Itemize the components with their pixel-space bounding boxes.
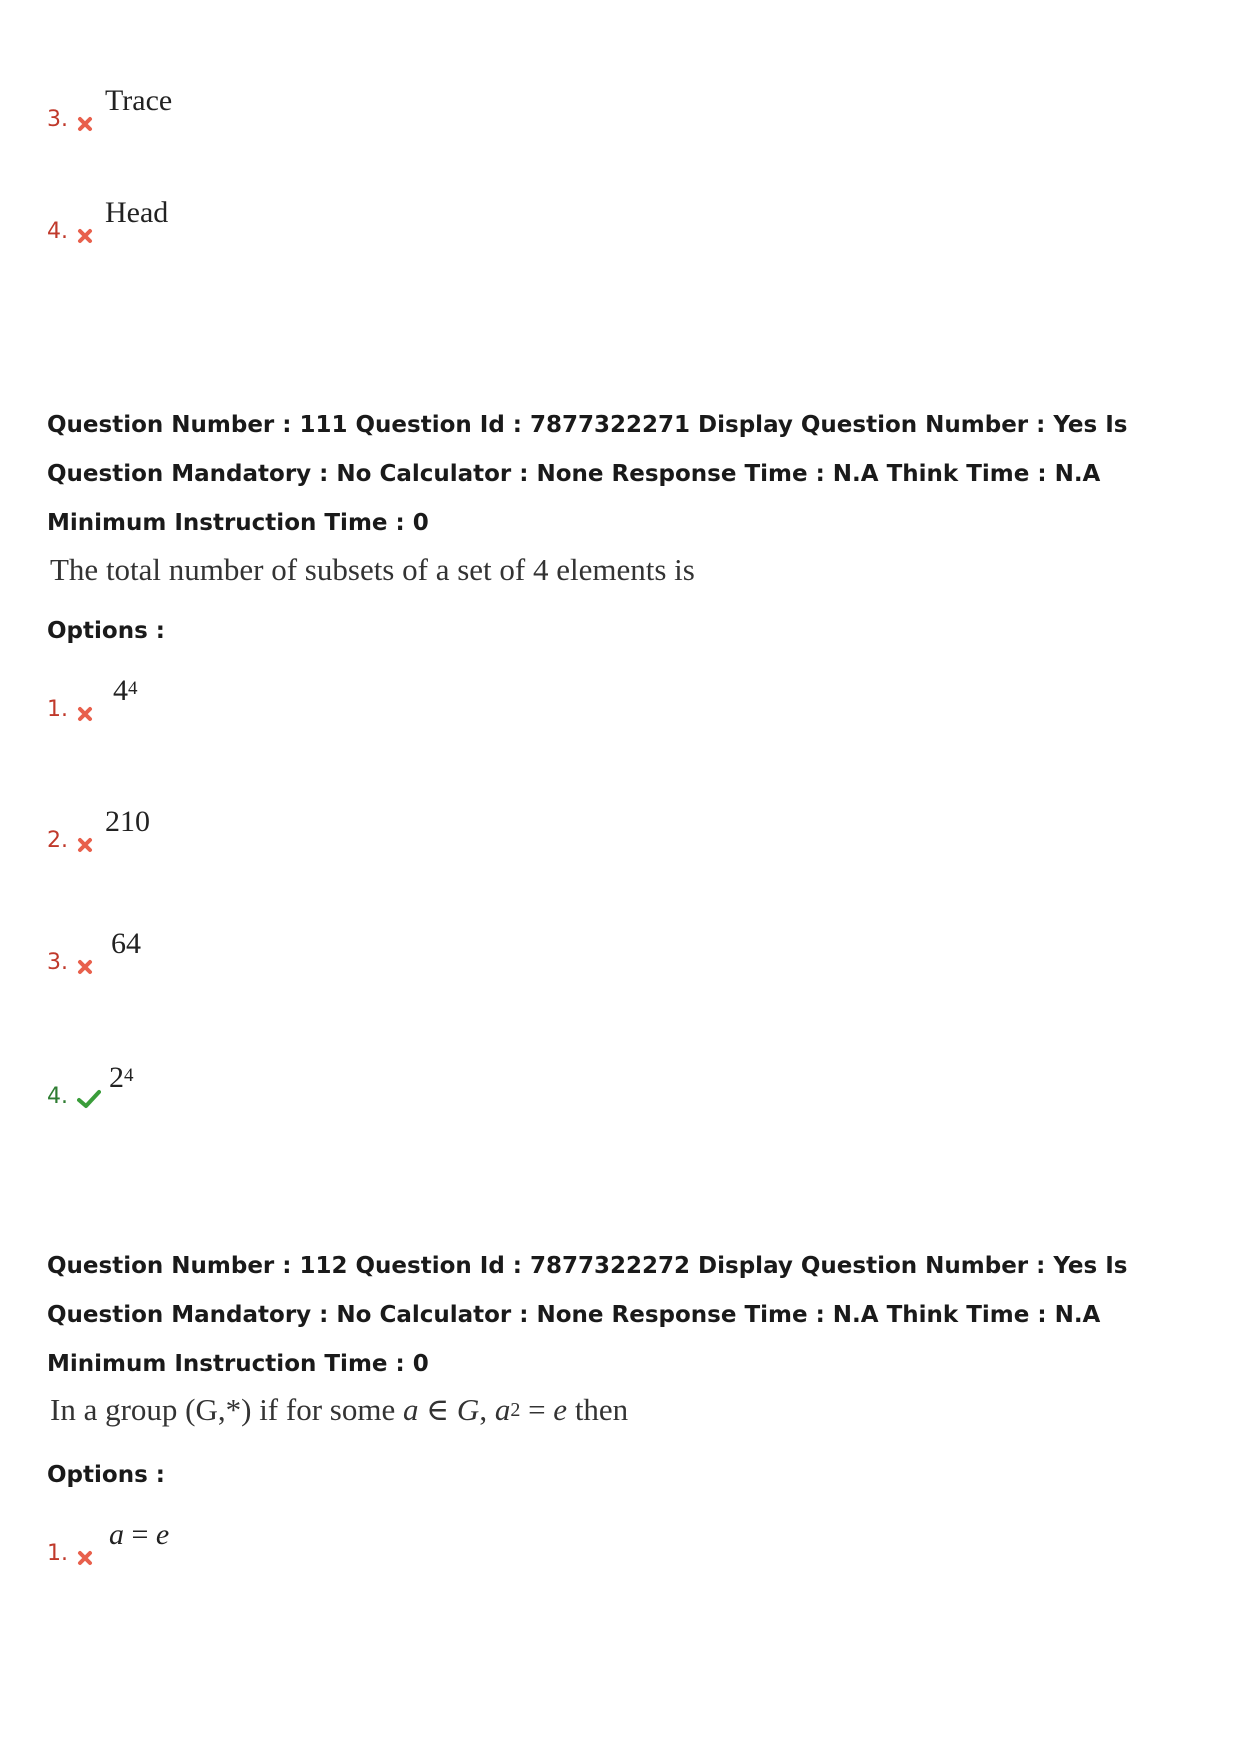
option-number: 2.	[47, 828, 68, 853]
option-number: 3.	[47, 107, 68, 132]
cross-icon	[77, 1550, 105, 1566]
option-number: 4.	[47, 1084, 68, 1109]
cross-icon	[77, 706, 105, 722]
option-text: a = e	[109, 1518, 170, 1551]
option-3	[47, 927, 141, 975]
option-number: 1.	[47, 1541, 68, 1566]
question-111-text: The total number of subsets of a set of 4 elements is	[50, 552, 695, 587]
option-4-correct	[47, 1061, 134, 1109]
question-111-meta: Question Number : 111 Question Id : 7877322271 Display Question Number : Yes Is Question Mandatory : No Calculator : None Response Time : N.A Think Time : N.A Minimum Instruction Time : 0	[47, 412, 1128, 536]
option-2	[47, 805, 150, 853]
option-number: 3.	[47, 950, 68, 975]
cross-icon	[77, 228, 105, 244]
option-3-trace	[47, 84, 173, 132]
question-112-text: In a group (G,*) if for some a ∈ G, $a^2 = e$ then	[50, 1392, 629, 1427]
check-icon	[77, 1089, 105, 1109]
cross-icon	[77, 116, 105, 132]
option-1	[47, 1518, 170, 1566]
option-number: 4.	[47, 219, 68, 244]
options-label: Options :	[47, 618, 165, 644]
option-text: Trace	[105, 84, 173, 117]
cross-icon	[77, 837, 105, 853]
question-112-meta: Question Number : 112 Question Id : 7877322272 Display Question Number : Yes Is Question Mandatory : No Calculator : None Response Time : N.A Think Time : N.A Minimum Instruction Time : 0	[47, 1253, 1128, 1377]
cross-icon	[77, 959, 105, 975]
options-label: Options :	[47, 1462, 165, 1488]
option-text: $4^4$	[113, 674, 138, 707]
option-text: 64	[111, 927, 141, 960]
option-text: Head	[105, 196, 169, 229]
option-text: $2^4$	[109, 1061, 134, 1094]
option-text: 210	[105, 805, 150, 838]
option-4-head	[47, 196, 169, 244]
option-number: 1.	[47, 697, 68, 722]
option-1	[47, 674, 138, 722]
